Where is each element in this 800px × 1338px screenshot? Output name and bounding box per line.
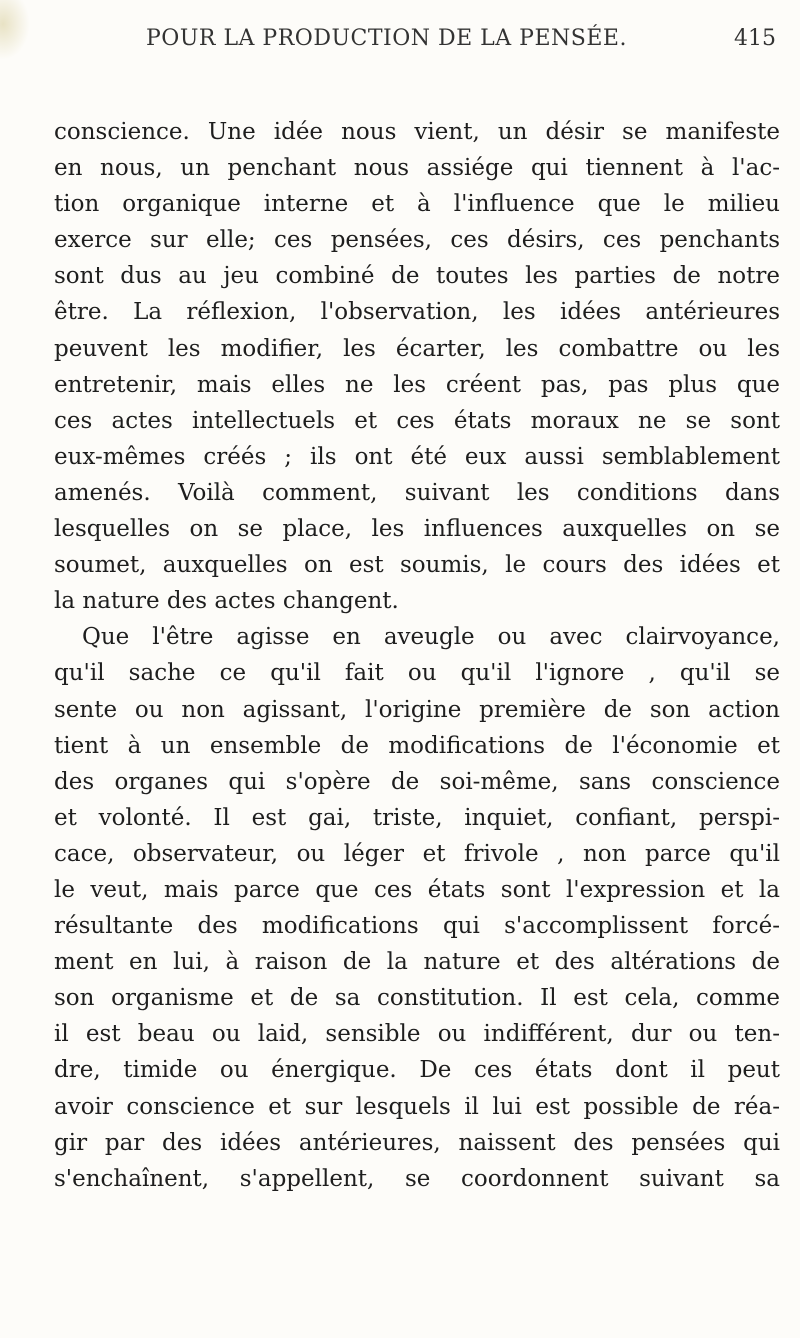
paragraph-start-line: Que l'être agisse en aveugle ou avec clairvoyance, — [82, 624, 780, 651]
text-line: dre, timide ou énergique. De ces états dont il peut — [54, 1057, 780, 1084]
text-line: le veut, mais parce que ces états sont l'expression et la — [54, 876, 780, 903]
text-line: son organisme et de sa constitution. Il est cela, comme — [54, 985, 780, 1012]
text-line: avoir conscience et sur lesquels il lui est possible de réa- — [54, 1093, 780, 1120]
text-line: peuvent les modifier, les écarter, les combattre ou les — [54, 335, 780, 362]
page-number: 415 — [734, 26, 776, 51]
text-line: sente ou non agissant, l'origine première de son action — [54, 696, 780, 723]
paragraph-end-line: la nature des actes changent. — [54, 588, 399, 615]
body-text — [54, 114, 780, 1197]
text-line: résultante des modifications qui s'accomplissent forcé- — [54, 913, 780, 940]
text-line: eux-mêmes créés ; ils ont été eux aussi semblablement — [54, 443, 780, 470]
text-line: exerce sur elle; ces pensées, ces désirs, ces penchants — [54, 227, 780, 254]
text-line: ces actes intellectuels et ces états moraux ne se sont — [54, 407, 780, 434]
text-line: sont dus au jeu combiné de toutes les parties de notre — [54, 263, 780, 290]
text-line: s'enchaînent, s'appellent, se coordonnent suivant sa — [54, 1165, 780, 1192]
text-line: conscience. Une idée nous vient, un désir se manifeste — [54, 119, 780, 145]
running-header — [146, 26, 776, 62]
text-line: qu'il sache ce qu'il fait ou qu'il l'ignore , qu'il se — [54, 660, 780, 687]
text-line: soumet, auxquelles on est soumis, le cours des idées et — [54, 552, 780, 579]
text-line: amenés. Voilà comment, suivant les conditions dans — [54, 479, 780, 506]
text-line: gir par des idées antérieures, naissent des pensées qui — [54, 1129, 780, 1156]
text-line: lesquelles on se place, les influences auxquelles on se — [54, 516, 780, 543]
text-line: ment en lui, à raison de la nature et des altérations de — [54, 949, 780, 976]
text-line: cace, observateur, ou léger et frivole , non parce qu'il — [54, 840, 780, 867]
text-line: être. La réflexion, l'observation, les idées antérieures — [54, 299, 780, 326]
text-line: tion organique interne et à l'influence que le milieu — [54, 191, 780, 218]
page-stain — [0, 0, 30, 60]
running-title: POUR LA PRODUCTION DE LA PENSÉE. — [146, 26, 627, 51]
text-line: entretenir, mais elles ne les créent pas, pas plus que — [54, 371, 780, 398]
text-line: tient à un ensemble de modifications de l'économie et — [54, 732, 780, 759]
text-line: des organes qui s'opère de soi-même, sans conscience — [54, 768, 780, 795]
text-line: et volonté. Il est gai, triste, inquiet, confiant, perspi- — [54, 804, 780, 831]
text-line: en nous, un penchant nous assiége qui tiennent à l'ac- — [54, 155, 780, 182]
text-line: il est beau ou laid, sensible ou indifférent, dur ou ten- — [54, 1021, 780, 1048]
